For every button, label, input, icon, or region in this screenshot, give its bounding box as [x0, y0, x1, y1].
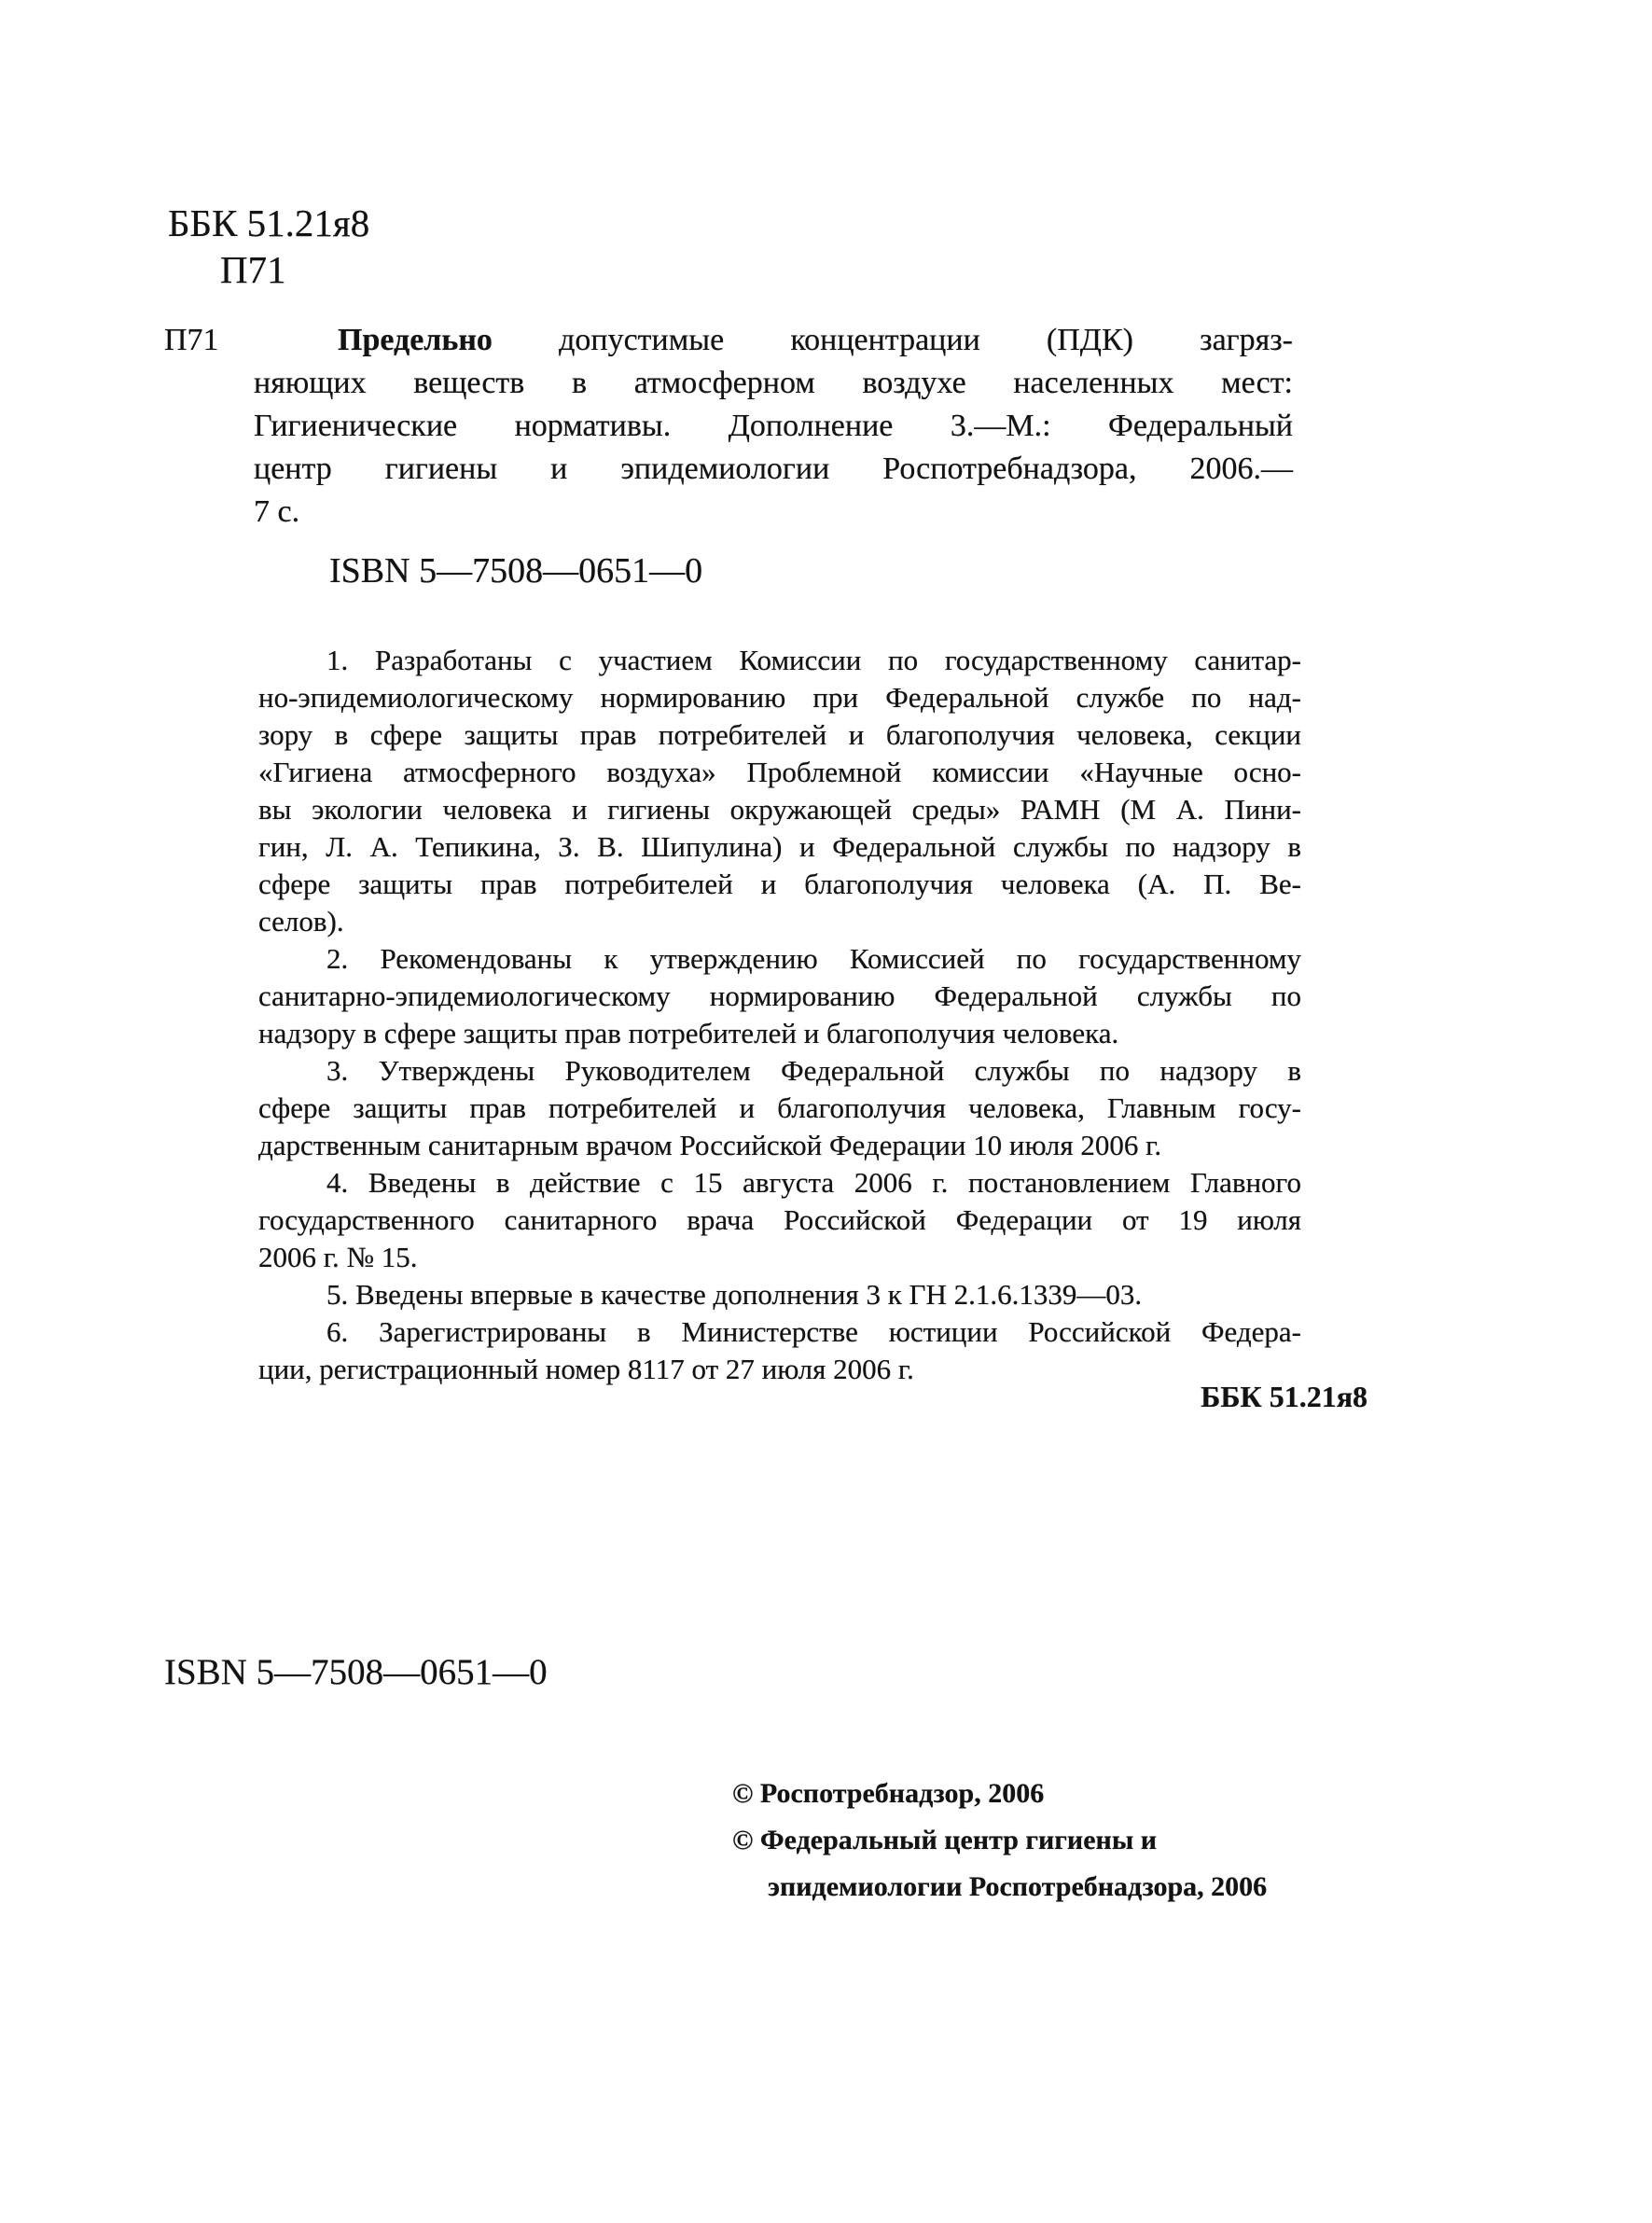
text-line: 3. Утверждены Руководителем Федеральной службы по надзору в — [326, 1054, 1301, 1087]
card-label: П71 — [164, 323, 219, 357]
copyright-block — [732, 1771, 1267, 1910]
text-line: 7 с. — [254, 494, 300, 529]
text-line — [254, 319, 1293, 362]
list-item — [258, 940, 1301, 1052]
text-line: няющих веществ в атмосферном воздухе населенных мест: — [254, 366, 1293, 400]
text-line: 5. Введены впервые в качестве дополнения 3 к ГН 2.1.6.1339—03. — [326, 1278, 1143, 1311]
text-line: государственного санитарного врача Российской Федерации от 19 июля — [258, 1203, 1301, 1236]
list-item — [258, 1313, 1301, 1388]
title-emphasis: Предельно — [338, 323, 493, 357]
copyright-line: © Федеральный центр гигиены и — [732, 1825, 1158, 1855]
text-line: сфере защиты прав потребителей и благополучия человека, Главным госу- — [258, 1091, 1301, 1124]
text-line: 2. Рекомендованы к утверждению Комиссией по государственному — [326, 942, 1301, 975]
text-line: сфере защиты прав потребителей и благополучия человека (А. П. Ве- — [258, 868, 1301, 900]
bbk-bottom: ББК 51.21я8 — [1201, 1380, 1367, 1413]
annotation-list — [258, 642, 1301, 1388]
text-line: но-эпидемиологическому нормированию при Федеральной службе по над- — [258, 681, 1301, 714]
list-item — [258, 642, 1301, 940]
isbn-top: ISBN 5—7508—0651—0 — [329, 551, 703, 590]
text-line: центр гигиены и эпидемиологии Роспотребнадзора, 2006.— — [254, 452, 1293, 486]
text-line: надзору в сфере защиты прав потребителей и благополучия человека. — [258, 1017, 1119, 1049]
list-item — [258, 1052, 1301, 1164]
text-line: зору в сфере защиты прав потребителей и благополучия человека, секции — [258, 718, 1301, 751]
text-line: вы экологии человека и гигиены окружающей среды» РАМН (М А. Пини- — [258, 793, 1301, 826]
text-line: дарственным санитарным врачом Российской Федерации 10 июля 2006 г. — [258, 1129, 1162, 1161]
copyright-line: эпидемиологии Роспотребнадзора, 2006 — [768, 1871, 1268, 1902]
bbk-index: ББК 51.21я8 — [168, 201, 370, 244]
text-line: селов). — [258, 905, 344, 938]
author-sign: П71 — [220, 248, 286, 291]
copyright-line: © Роспотребнадзор, 2006 — [732, 1778, 1045, 1809]
title-rest: допустимые концентрации (ПДК) загряз- — [492, 323, 1293, 357]
list-item — [258, 1276, 1301, 1313]
catalog-card — [164, 319, 1293, 534]
text-line: 4. Введены в действие с 15 августа 2006 г. постановлением Главного — [326, 1166, 1301, 1199]
list-item — [258, 1164, 1301, 1276]
text-line: санитарно-эпидемиологическому нормированию Федеральной службы по — [258, 980, 1301, 1012]
text-line: 1. Разработаны с участием Комиссии по государственному санитар- — [326, 644, 1301, 676]
text-line: 6. Зарегистрированы в Министерстве юстиции Российской Федера- — [326, 1315, 1301, 1348]
text-line: гин, Л. А. Тепикина, З. В. Шипулина) и Федеральной службы по надзору в — [258, 830, 1301, 863]
text-line: «Гигиена атмосферного воздуха» Проблемной комиссии «Научные осно- — [258, 756, 1301, 788]
text-line: ции, регистрационный номер 8117 от 27 июля 2006 г. — [258, 1353, 914, 1385]
text-line: Гигиенические нормативы. Дополнение 3.—М.: Федеральный — [254, 409, 1293, 443]
bbk-header — [168, 200, 369, 293]
text-line: 2006 г. № 15. — [258, 1241, 418, 1273]
isbn-bottom: ISBN 5—7508—0651—0 — [164, 1652, 548, 1692]
